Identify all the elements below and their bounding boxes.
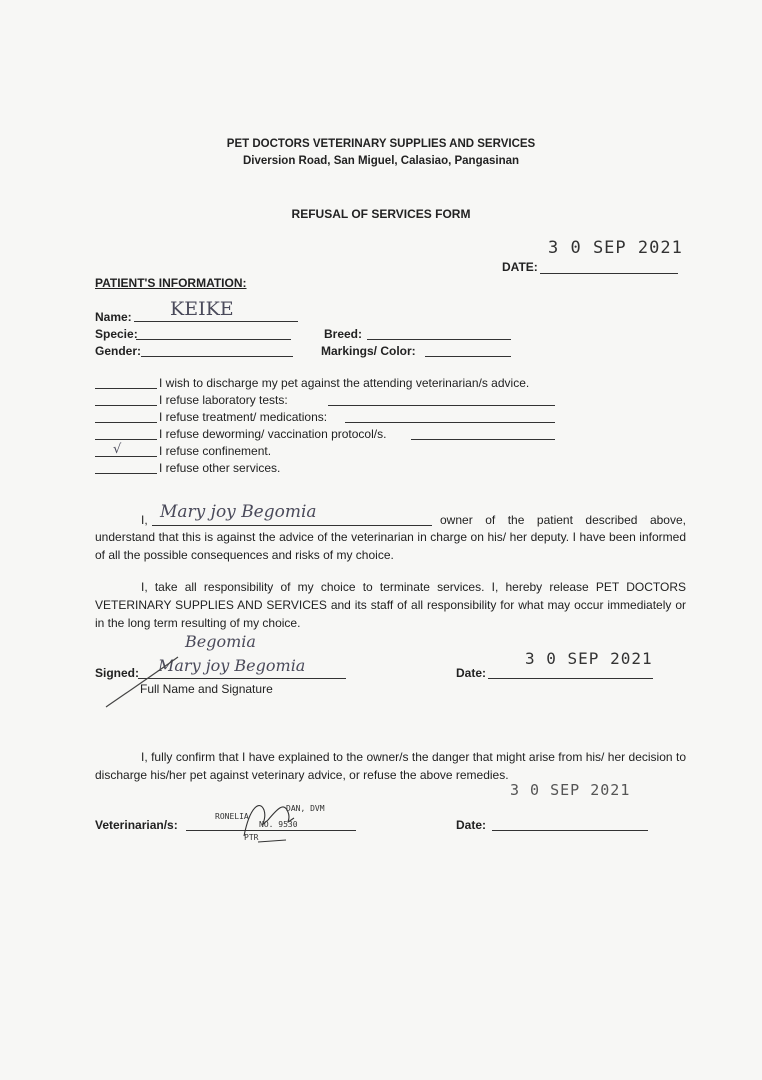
name-value: KEIKE	[170, 298, 234, 320]
owner-suffix: owner of the patient described above,	[440, 513, 686, 527]
signature-caption: Full Name and Signature	[140, 682, 273, 696]
option-text: I refuse treatment/ medications:	[159, 410, 328, 424]
breed-line[interactable]	[367, 339, 511, 340]
gender-line[interactable]	[141, 356, 293, 357]
vet-stamp-license: NO. 9530	[259, 820, 298, 829]
company-address: Diversion Road, San Miguel, Calasiao, Pangasinan	[242, 155, 520, 167]
option-detail-line[interactable]	[345, 422, 555, 423]
signature-top-handwritten: Begomia	[185, 632, 256, 651]
veterinarian-date-label: Date:	[456, 818, 487, 832]
release-paragraph: I, take all responsibility of my choice to terminate services. I, hereby release PET DOCTORS VETERINARY SUPPLIES AND SERVICES and its staff of all responsibility for what may occur immediately or in the long term resulting of my choice.	[95, 580, 686, 630]
signature-handwritten: Mary joy Begomia	[158, 656, 306, 675]
option-detail-line[interactable]	[411, 439, 555, 440]
name-label: Name:	[95, 310, 132, 324]
statement-body: understand that this is against the advice of the veterinarian in charge on his/ her deputy. I have been informed of all the possible consequences and risks of my choice.	[95, 530, 686, 562]
option-blank[interactable]	[95, 405, 157, 406]
option-blank[interactable]	[95, 388, 157, 389]
option-text: I wish to discharge my pet against the attending veterinarian/s advice.	[159, 376, 530, 390]
vet-stamp-suffix: DAN, DVM	[286, 804, 325, 813]
vet-stamp-ptr: PTR	[244, 833, 259, 842]
gender-label: Gender:	[95, 344, 142, 358]
specie-line[interactable]	[136, 339, 291, 340]
option-blank[interactable]	[95, 473, 157, 474]
markings-label: Markings/ Color:	[321, 344, 416, 358]
name-line[interactable]	[134, 321, 298, 322]
option-text: I refuse laboratory tests:	[159, 393, 288, 407]
specie-label: Specie:	[95, 327, 138, 341]
vet-signature-scribble	[238, 796, 298, 844]
owner-prefix: I,	[141, 513, 148, 527]
signature-date-stamp: 3 0 SEP 2021	[525, 649, 653, 668]
owner-name-handwritten: Mary joy Begomia	[160, 502, 317, 522]
option-blank[interactable]	[95, 456, 157, 457]
top-date-label: DATE:	[502, 260, 538, 274]
veterinarian-label: Veterinarian/s:	[95, 818, 178, 832]
patient-section-title: PATIENT'S INFORMATION:	[95, 276, 247, 290]
option-blank[interactable]	[95, 422, 157, 423]
breed-label: Breed:	[324, 327, 363, 341]
signed-label: Signed:	[95, 666, 139, 680]
signature-date-line[interactable]	[488, 678, 653, 679]
vet-stamp-name: RONELIA	[215, 812, 249, 821]
owner-name-line[interactable]	[152, 525, 432, 526]
signature-date-label: Date:	[456, 666, 487, 680]
form-title: REFUSAL OF SERVICES FORM	[291, 207, 471, 221]
option-blank[interactable]	[95, 439, 157, 440]
confirmation-paragraph: I, fully confirm that I have explained to the owner/s the danger that might arise from his/ her decision to discharge his/her pet against veterinary advice, or refuse the above remedies.	[95, 750, 686, 782]
checkmark-icon: √	[113, 442, 122, 457]
top-date-stamp: 3 0 SEP 2021	[548, 238, 683, 258]
company-name: PET DOCTORS VETERINARY SUPPLIES AND SERVICES	[226, 138, 536, 150]
top-date-line[interactable]	[540, 273, 678, 274]
confirmation-date-stamp: 3 0 SEP 2021	[510, 781, 631, 799]
option-text: I refuse deworming/ vaccination protocol/s.	[159, 427, 387, 441]
option-detail-line[interactable]	[328, 405, 555, 406]
veterinarian-date-line[interactable]	[492, 830, 648, 831]
markings-line[interactable]	[425, 356, 511, 357]
option-text: I refuse confinement.	[159, 444, 272, 458]
option-text: I refuse other services.	[159, 461, 281, 475]
